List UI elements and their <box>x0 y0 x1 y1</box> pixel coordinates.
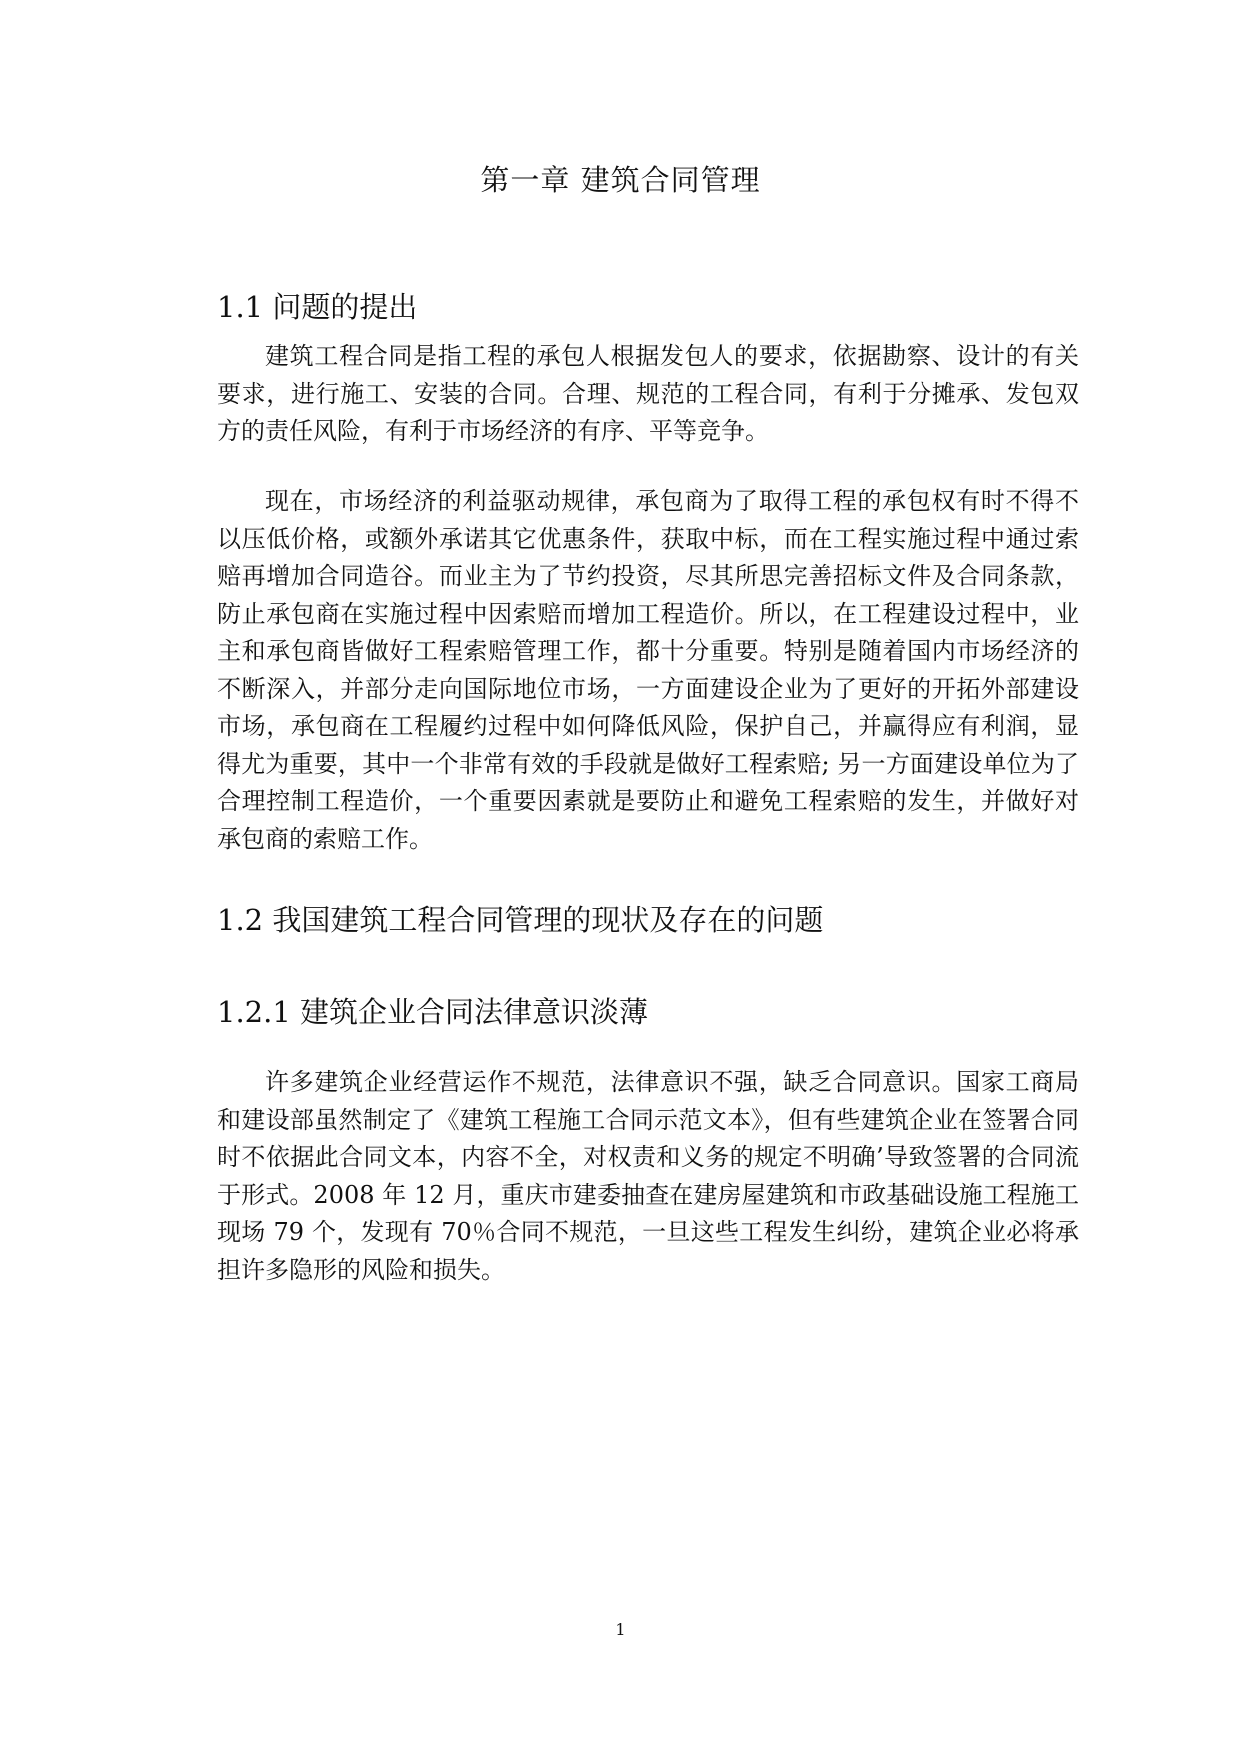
paragraph-legal-awareness: 许多建筑企业经营运作不规范，法律意识不强，缺乏合同意识。国家工商局和建设部虽然制定了《建筑工程施工合同示范文本》，但有些建筑企业在签署合同时不依据此合同文本，内容不全，对权责和义务的规定不明确’导致签署的合同流于形式。2008 年 12 月，重庆市建委抽查在建房屋建筑和市政基础设施工程施工现场 79 个，发现有 70％合同不规范，一旦这些工程发生纠纷，建筑企业必将承担许多隐形的风险和损失。 <box>217 1068 1079 1284</box>
page-number: 1 <box>615 1620 626 1639</box>
paragraph-claims: 现在，市场经济的利益驱动规律，承包商为了取得工程的承包权有时不得不以压低价格，或额外承诺其它优惠条件，获取中标，而在工程实施过程中通过索赔再增加合同造谷。而业主为了节约投资，尽其所思完善招标文件及合同条款，防止承包商在实施过程中因索赔而增加工程造价。所以，在工程建设过程中，业主和承包商皆做好工程索赔管理工作，都十分重要。特别是随着国内市场经济的不断深入，并部分走向国际地位市场，一方面建设企业为了更好的开拓外部建设市场，承包商在工程履约过程中如何降低风险，保护自己，并赢得应有利润，显得尤为重要，其中一个非常有效的手段就是做好工程索赔; 另一方面建设单位为了合理控制工程造价，一个重要因素就是要防止和避免工程索赔的发生，并做好对承包商的索赔工作。 <box>217 487 1079 853</box>
chapter-title: 第一章 建筑合同管理 <box>480 163 761 197</box>
section-heading-1-2: 1.2 我国建筑工程合同管理的现状及存在的问题 <box>217 903 824 937</box>
section-heading-1-2-1: 1.2.1 建筑企业合同法律意识淡薄 <box>217 995 649 1029</box>
paragraph-definition: 建筑工程合同是指工程的承包人根据发包人的要求，依据勘察、设计的有关要求，进行施工、安装的合同。合理、规范的工程合同，有利于分摊承、发包双方的责任风险，有利于市场经济的有序、平等竞争。 <box>217 342 1079 445</box>
section-heading-1-1: 1.1 问题的提出 <box>217 290 418 324</box>
